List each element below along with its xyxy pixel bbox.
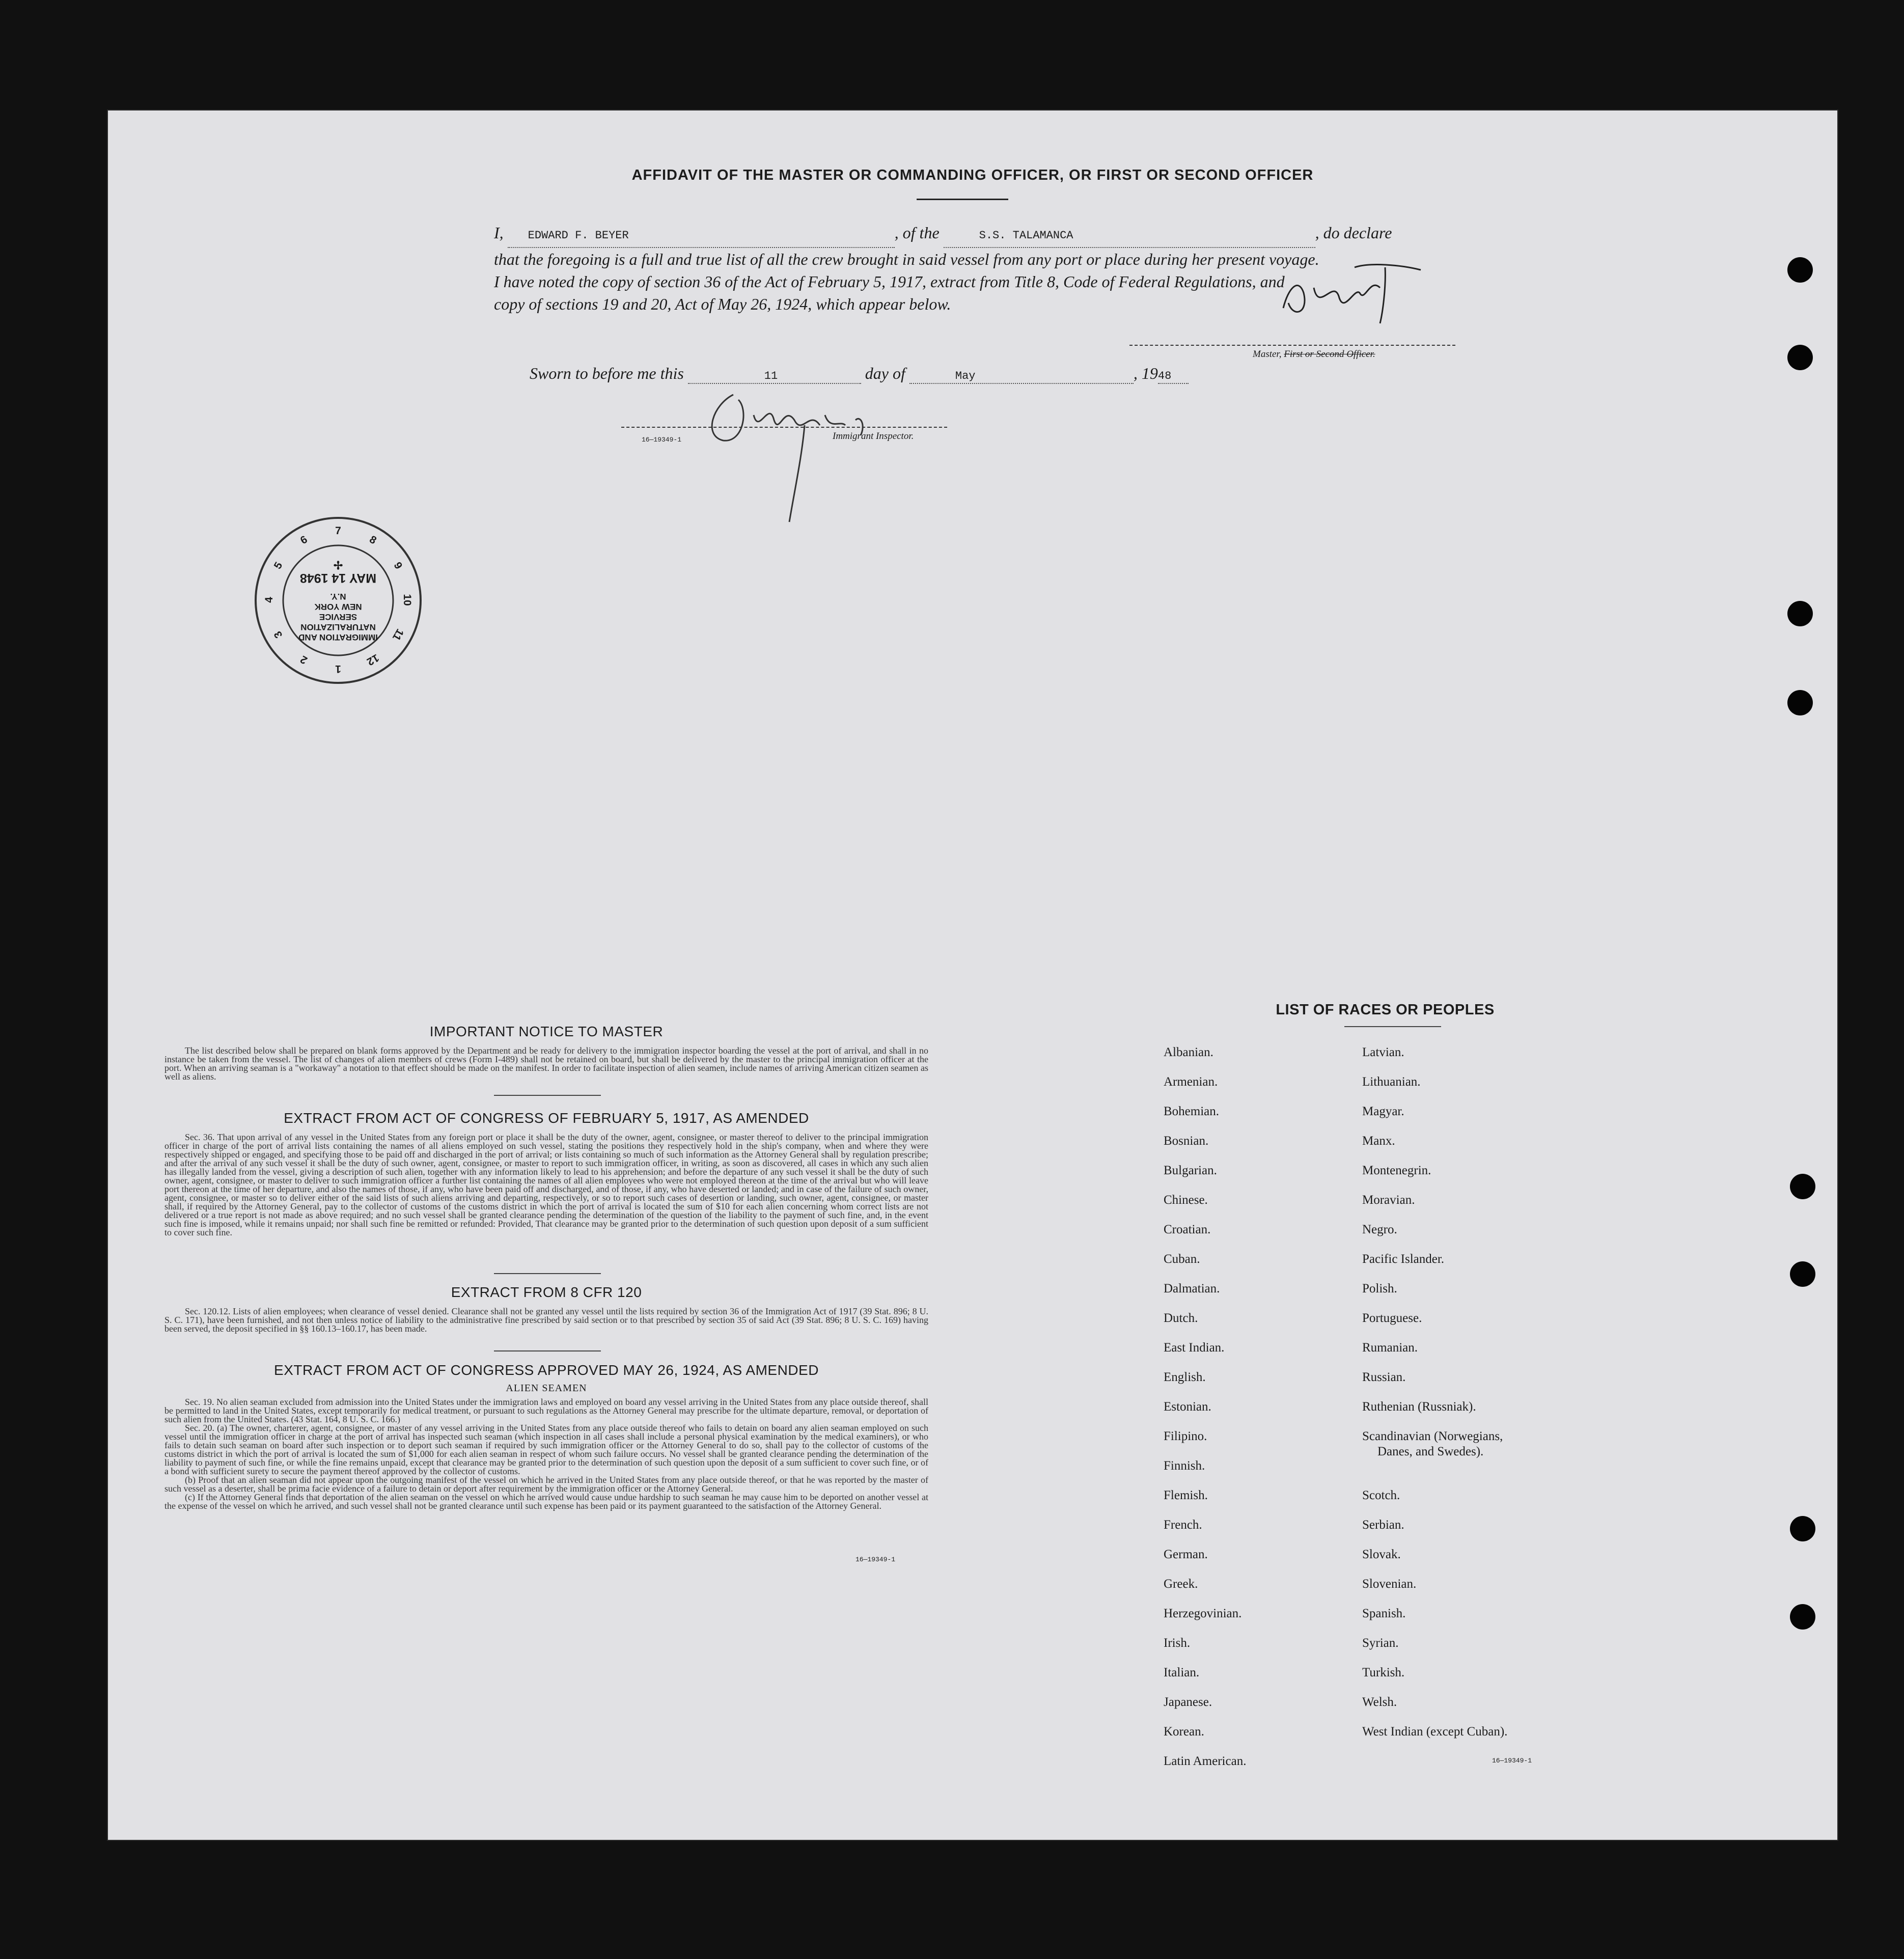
- race-item: Pacific Islander.: [1362, 1252, 1445, 1266]
- signature-role: [1253, 349, 1375, 360]
- race-item: Welsh.: [1362, 1695, 1397, 1709]
- stamp-line-5: N.Y.: [330, 592, 346, 601]
- vessel-name: S.S. TALAMANCA: [979, 229, 1073, 242]
- race-item: Dalmatian.: [1164, 1282, 1220, 1295]
- of-the-text: , of the: [894, 224, 940, 242]
- stamp-hour-number: 8: [367, 533, 378, 547]
- extract-1924-body: [164, 1398, 928, 1510]
- stamp-hour-number: 6: [298, 533, 310, 547]
- race-item: Slovak.: [1362, 1548, 1401, 1561]
- extract-1917-title: EXTRACT FROM ACT OF CONGRESS OF FEBRUARY 5, 1917, AS AMENDED: [284, 1110, 809, 1126]
- race-item: Filipino.: [1164, 1429, 1207, 1443]
- master-signature: [1253, 257, 1538, 328]
- race-item: Magyar.: [1362, 1105, 1404, 1118]
- form-number: 16—19349-1: [642, 436, 682, 444]
- races-title-rule: [1344, 1026, 1441, 1027]
- race-item: Italian.: [1164, 1666, 1200, 1679]
- affidavit-line-1: [494, 222, 1461, 248]
- races-column-left: [1164, 1045, 1357, 1783]
- race-item: Moravian.: [1362, 1193, 1415, 1207]
- sec-19-text: Sec. 19. No alien seaman excluded from admission into the United States under the immigration laws and employed on board any vessel arriving in the United States from any place outside thereof, shall be permitted to land in the United States, except temporarily for medical treatment, or pursuant to such regulations as the Attorney General may prescribe for the ultimate departure, removal, or deportation of such alien from the United States. (43 Stat. 164, 8 U. S. C. 166.): [164, 1397, 928, 1424]
- inspector-signature-line: [621, 427, 947, 428]
- race-item: English.: [1164, 1370, 1206, 1384]
- race-item: Bohemian.: [1164, 1105, 1220, 1118]
- stamp-line-3: SERVICE: [319, 612, 357, 622]
- extract-1924-title: EXTRACT FROM ACT OF CONGRESS APPROVED MAY 26, 1924, AS AMENDED: [274, 1362, 819, 1378]
- race-item: Estonian.: [1164, 1400, 1211, 1414]
- race-item: Dutch.: [1164, 1311, 1198, 1325]
- punch-hole: [1787, 345, 1813, 370]
- i-prefix: I,: [494, 224, 504, 242]
- stamp-hour-number: 3: [271, 628, 285, 640]
- date-stamp: [255, 517, 422, 684]
- race-item: Montenegrin.: [1362, 1164, 1431, 1177]
- stamp-hour-number: 1: [335, 663, 341, 675]
- race-item: West Indian (except Cuban).: [1362, 1725, 1508, 1739]
- race-item: Ruthenian (Russniak).: [1362, 1400, 1476, 1414]
- extract-1924-subtitle: ALIEN SEAMEN: [506, 1383, 587, 1394]
- races-title: LIST OF RACES OR PEOPLES: [1276, 1002, 1495, 1018]
- inspector-label: Immigrant Inspector.: [833, 431, 914, 442]
- race-item: Flemish.: [1164, 1488, 1208, 1502]
- stamp-line-1: IMMIGRATION AND: [298, 632, 378, 642]
- signature-role-struck: First or Second Officer.: [1284, 349, 1375, 360]
- race-item: Rumanian.: [1362, 1341, 1418, 1355]
- race-item: Scandinavian (Norwegians,: [1362, 1429, 1503, 1443]
- master-name-field: [508, 222, 895, 248]
- document-page: [107, 109, 1838, 1841]
- race-item: East Indian.: [1164, 1341, 1225, 1355]
- stamp-hour-number: 4: [263, 597, 275, 603]
- section-divider: [494, 1273, 601, 1274]
- race-item: Herzegovinian.: [1164, 1607, 1242, 1620]
- notice-body: The list described below shall be prepared on blank forms approved by the Department and be ready for delivery to the immigration inspector boarding the vessel at the port of arrival, and shall in no instance be taken from the vessel. The list of changes of alien members of crews (Form I-489) shall not be retained on board, but shall be delivered by the master to the principal immigration officer at the port. When an arriving seaman is a "workaway" a notation to that effect should be made on the manifest. In order to facilitate inspection of alien seamen, include names of arriving American citizen seamen as well as aliens.: [164, 1045, 928, 1082]
- race-item: Portuguese.: [1362, 1311, 1422, 1325]
- punch-hole: [1790, 1604, 1815, 1630]
- race-item: Cuban.: [1164, 1252, 1200, 1266]
- affidavit-line-4: copy of sections 19 and 20, Act of May 26, 1924, which appear below.: [494, 295, 951, 313]
- race-item: Danes, and Swedes).: [1377, 1445, 1484, 1458]
- punch-hole: [1787, 601, 1813, 626]
- stamp-center: [257, 519, 420, 682]
- race-item: Japanese.: [1164, 1695, 1212, 1709]
- sec-20a-text: Sec. 20. (a) The owner, charterer, agent, consignee, or master of any vessel arriving in the United States from any place outside thereof who fails to detain on board any alien seaman employed on such vessel until the immigration officer in charge at the port of arrival has inspected such seaman (which inspection in all cases shall include a personal physical examination by the medical examiners), or who fails to detain such seaman on board after such inspection or to deport such seaman if required by such immigration officer or the Attorney General to do so, shall pay to the collector of customs of the customs district in which the port of arrival is located the sum of $1,000 for each alien seaman in respect of whom such failure occurs. No vessel shall be granted clearance pending the determination of the liability to payment of such fine, or while the fine remains unpaid, except that clearance may be granted prior to the determination of such question upon the deposit of a sum sufficient to cover such fine, or of a bond with sufficient surety to secure the payment thereof approved by the collector of customs.: [164, 1423, 928, 1476]
- stamp-hour-number: 2: [298, 653, 310, 667]
- punch-hole: [1790, 1261, 1815, 1287]
- affidavit-title: AFFIDAVIT OF THE MASTER OR COMMANDING OFFICER, OR FIRST OR SECOND OFFICER: [631, 167, 1314, 183]
- race-item: Serbian.: [1362, 1518, 1404, 1532]
- race-item: French.: [1164, 1518, 1202, 1532]
- stamp-hour-number: 9: [391, 560, 405, 571]
- notice-title: IMPORTANT NOTICE TO MASTER: [429, 1024, 664, 1039]
- race-item: Bosnian.: [1164, 1134, 1209, 1148]
- vessel-name-field: [944, 222, 1315, 248]
- extract-8cfr-body: Sec. 120.12. Lists of alien employees; when clearance of vessel denied. Clearance shall not be granted any vessel until the lists required by section 36 of the Immigration Act of 1917 (39 Stat. 896; 8 U. S. C. 171), have been furnished, and not then unless notice of liability to the administrative fine prescribed by said section or to that prescribed by section 35 of said Act (39 Stat. 896; 8 U. S. C. 169) having been served, the deposit specified in §§ 160.13–160.17, has been made.: [164, 1306, 928, 1334]
- punch-hole: [1790, 1516, 1815, 1541]
- sworn-year-field: [1158, 364, 1189, 384]
- race-item: Latin American.: [1164, 1754, 1247, 1768]
- stamp-hour-number: 10: [401, 594, 413, 606]
- affidavit-line-2: that the foregoing is a full and true list of all the crew brought in said vessel from any port or place during her present voyage.: [494, 250, 1319, 268]
- extract-form-number: 16—19349-1: [856, 1556, 896, 1563]
- races-left-list: [1164, 1045, 1357, 1783]
- affidavit-line-3: I have noted the copy of section 36 of the Act of February 5, 1917, extract from Title 8, Code of Federal Regulations, and: [494, 272, 1285, 291]
- race-item: Albanian.: [1164, 1045, 1213, 1059]
- race-item: Polish.: [1362, 1282, 1397, 1295]
- races-form-number: 16—19349-1: [1492, 1757, 1532, 1764]
- stamp-date: MAY 14 1948: [299, 571, 377, 585]
- stamp-hour-number: 5: [271, 560, 285, 571]
- race-item: Bulgarian.: [1164, 1164, 1217, 1177]
- race-item: Irish.: [1164, 1636, 1191, 1650]
- signature-role-master: Master,: [1253, 349, 1284, 360]
- race-item: Syrian.: [1362, 1636, 1399, 1650]
- punch-hole: [1790, 1174, 1815, 1199]
- stamp-hour-number: 11: [390, 626, 406, 643]
- races-right-list: [1362, 1045, 1617, 1754]
- race-item: Negro.: [1362, 1223, 1397, 1236]
- race-item: Lithuanian.: [1362, 1075, 1421, 1089]
- year-prefix: , 19: [1133, 364, 1158, 382]
- race-item: Manx.: [1362, 1134, 1395, 1148]
- race-item: Korean.: [1164, 1725, 1204, 1739]
- do-declare-text: , do declare: [1315, 224, 1392, 242]
- race-item: Greek.: [1164, 1577, 1198, 1591]
- race-item: Scotch.: [1362, 1488, 1400, 1502]
- sworn-prefix: Sworn to before me this: [530, 364, 684, 382]
- race-item: Finnish.: [1164, 1459, 1205, 1473]
- extract-8cfr-title: EXTRACT FROM 8 CFR 120: [451, 1284, 642, 1300]
- stamp-hour-number: 7: [335, 525, 341, 537]
- sworn-day: 11: [764, 370, 778, 382]
- punch-hole: [1787, 257, 1813, 283]
- race-item: Spanish.: [1362, 1607, 1406, 1620]
- sworn-year: 48: [1157, 370, 1172, 382]
- race-item: Croatian.: [1164, 1223, 1211, 1236]
- master-signature-line: [1129, 345, 1455, 346]
- stamp-clock-hand-icon: ✢: [333, 559, 343, 571]
- race-item: Armenian.: [1164, 1075, 1218, 1089]
- race-item: Slovenian.: [1362, 1577, 1417, 1591]
- race-item: Russian.: [1362, 1370, 1406, 1384]
- master-name: EDWARD F. BEYER: [528, 229, 629, 242]
- extract-1917-body: Sec. 36. That upon arrival of any vessel in the United States from any foreign port or place it shall be the duty of the owner, agent, consignee, or master thereof to deliver to the principal immigration officer in charge of the port of arrival lists containing the names of all aliens employed on such vessel, stating the positions they respectively hold in the ship's company, when and where they were respectively shipped or engaged, and specifying those to be paid off and discharged in the port of arrival; or lists containing so much of such information as the Attorney General shall by regulation prescribe; and after the arrival of any such vessel it shall be the duty of such owner, agent, consignee, or master to report to such immigration officer, in writing, as soon as discovered, all cases in which any such alien has illegally landed from the vessel, giving a description of such alien, together with any information likely to lead to his apprehension; and before the departure of any such vessel it shall be the duty of such owner, agent, consignee, or master to deliver to such immigration officer a further list containing the names of all alien employees who were not employed thereon at the time of the arrival but who will leave port thereon at the time of her departure, and also the names of those, if any, who have been paid off and discharged, and of those, if any, who have deserted or landed; and in case of the failure of such owner, agent, consignee, or master so to deliver either of the said lists of such aliens arriving and departing, respectively, or so to report such cases of desertion or landing, such owner, agent, consignee, or master shall, if required by the Attorney General, pay to the collector of customs of the customs district in which the port of arrival is located the sum of $10 for each alien concerning whom correct lists are not delivered or a true report is not made as above required; and no such vessel shall be granted clearance pending the determination of the question of the liability to the payment of such fine, and, in the event such fine is imposed, while it remains unpaid; nor shall such fine be remitted or refunded: Provided, That clearance may be granted prior to the determination of such question upon deposit of a sum sufficient to cover such fine.: [164, 1132, 928, 1237]
- section-divider: [494, 1350, 601, 1351]
- sec-20b-text: (b) Proof that an alien seaman did not appear upon the outgoing manifest of the vessel on which he arrived in the United States from any place outside thereof, or that he was reported by the master of such vessel as a deserter, shall be prima facie evidence of a failure to detain or deport after requirement by the immigration officer or the Attorney General.: [164, 1475, 928, 1494]
- race-item: German.: [1164, 1548, 1208, 1561]
- race-item: Chinese.: [1164, 1193, 1208, 1207]
- race-item: Latvian.: [1362, 1045, 1404, 1059]
- inspector-signature: [693, 364, 947, 527]
- title-rule: [917, 199, 1008, 200]
- stamp-hour-number: 12: [364, 651, 381, 668]
- stamp-line-4: NEW YORK: [314, 602, 362, 612]
- punch-hole: [1787, 690, 1813, 715]
- race-item: Turkish.: [1362, 1666, 1405, 1679]
- day-of-text: day of: [865, 364, 905, 382]
- sec-20c-text: (c) If the Attorney General finds that deportation of the alien seaman on the vessel on which he arrived would cause undue hardship to such seaman he may cause him to be deported on another vessel at the expense of the vessel on which he arrived, and such vessel shall not be granted clearance until such expense has been paid or its payment guaranteed to the satisfaction of the Attorney General.: [164, 1492, 928, 1511]
- sworn-month: May: [955, 370, 976, 382]
- stamp-line-2: NATURALIZATION: [300, 622, 376, 632]
- section-divider: [494, 1095, 601, 1096]
- races-column-right: [1362, 1045, 1617, 1754]
